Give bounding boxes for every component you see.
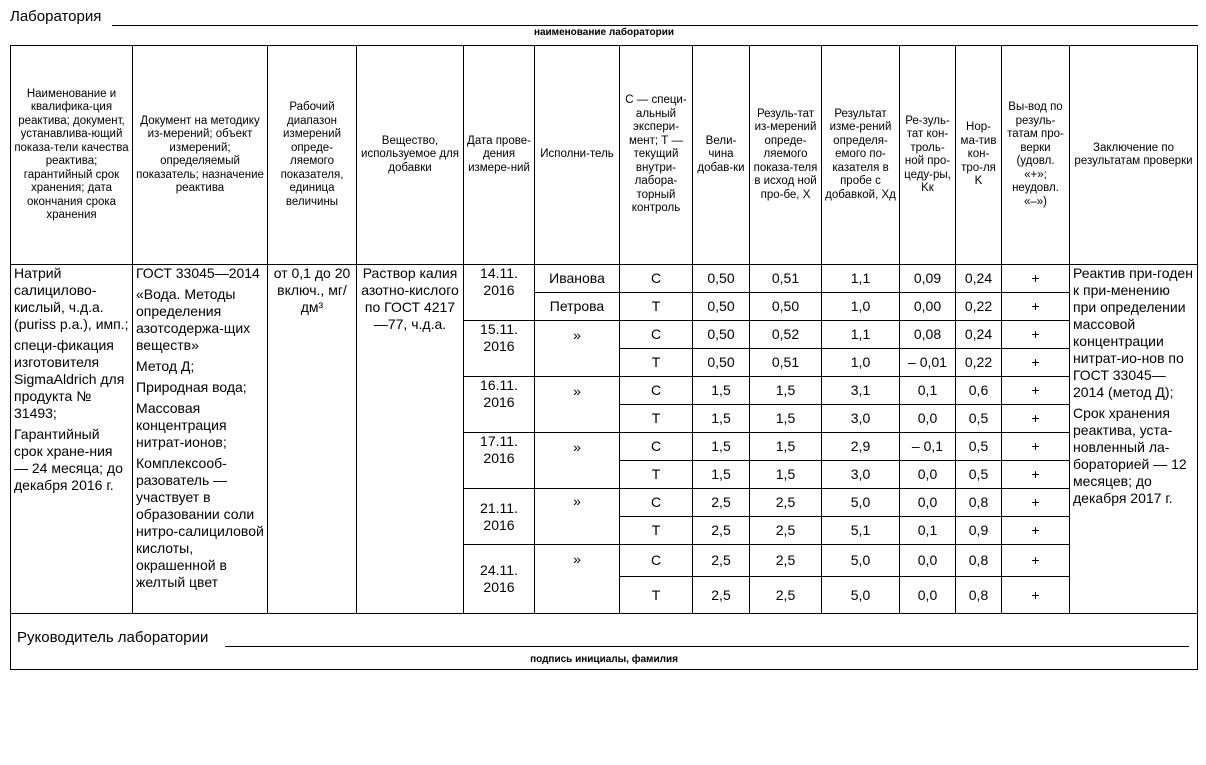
type-cell: Т <box>620 517 693 545</box>
result-x-cell: 2,5 <box>750 489 822 517</box>
result-xd-cell: 5,0 <box>822 577 900 614</box>
header-date: Дата прове-дения измере-ний <box>464 46 535 265</box>
date-cell: 14.11. 2016 <box>464 265 535 321</box>
result-x-cell: 1,5 <box>750 461 822 489</box>
verdict-cell: + <box>1002 577 1070 614</box>
date-cell: 16.11. 2016 <box>464 377 535 433</box>
result-xd-cell: 2,9 <box>822 433 900 461</box>
result-kk-cell: 0,09 <box>900 265 956 293</box>
conclusion-cell <box>1070 265 1198 614</box>
result-xd-cell: 3,0 <box>822 405 900 433</box>
result-xd-cell: 1,1 <box>822 265 900 293</box>
result-xd-cell: 5,0 <box>822 489 900 517</box>
result-kk-cell: 0,08 <box>900 321 956 349</box>
norm-k-cell: 0,5 <box>956 405 1002 433</box>
type-cell: С <box>620 433 693 461</box>
norm-k-cell: 0,22 <box>956 349 1002 377</box>
result-x-cell: 0,50 <box>750 293 822 321</box>
head-of-laboratory-label: Руководитель лаборатории <box>17 629 209 646</box>
method-variant: Метод Д; <box>136 358 195 374</box>
header-type: С — специ-альный экспери-мент; Т — текущий внутри-лабора-торный контроль <box>620 46 693 265</box>
executor-cell: » <box>535 433 620 489</box>
type-cell: Т <box>620 577 693 614</box>
header-verdict: Вы-вод по резуль-татам про-верки (удовл. «+»; неудовл. «–») <box>1002 46 1070 265</box>
verdict-cell: + <box>1002 265 1070 293</box>
type-cell: Т <box>620 293 693 321</box>
norm-k-cell: 0,8 <box>956 577 1002 614</box>
result-kk-cell: 0,1 <box>900 517 956 545</box>
header-addition: Вели-чина добав-ки <box>693 46 750 265</box>
header-norm-k: Нор-ма-тив кон-тро-ля K <box>956 46 1002 265</box>
verdict-cell: + <box>1002 461 1070 489</box>
method-standard: ГОСТ 33045—2014 <box>136 265 260 281</box>
norm-k-cell: 0,8 <box>956 489 1002 517</box>
date-cell: 21.11. 2016 <box>464 489 535 545</box>
verdict-cell: + <box>1002 321 1070 349</box>
laboratory-label: Лаборатория <box>10 8 102 25</box>
substance-cell: Раствор калия азотно-кислого по ГОСТ 4217—77, ч.д.а. <box>357 265 464 614</box>
result-kk-cell: 0,0 <box>900 489 956 517</box>
executor-cell: » <box>535 377 620 433</box>
verdict-cell: + <box>1002 377 1070 405</box>
header-executor: Исполни-тель <box>535 46 620 265</box>
result-x-cell: 1,5 <box>750 433 822 461</box>
result-x-cell: 1,5 <box>750 405 822 433</box>
signature-caption: подпись инициалы, фамилия <box>530 654 678 665</box>
header-reagent: Наименование и квалифика-ция реактива; документ, устанавлива-ющий показа-тели качества реактива; гарантийный срок хранения; дата окончания срока хранения <box>11 46 133 265</box>
norm-k-cell: 0,9 <box>956 517 1002 545</box>
result-xd-cell: 1,1 <box>822 321 900 349</box>
norm-k-cell: 0,6 <box>956 377 1002 405</box>
norm-k-cell: 0,5 <box>956 461 1002 489</box>
laboratory-caption: наименование лаборатории <box>533 27 675 38</box>
type-cell: С <box>620 489 693 517</box>
result-xd-cell: 5,0 <box>822 545 900 577</box>
result-x-cell: 1,5 <box>750 377 822 405</box>
result-x-cell: 2,5 <box>750 545 822 577</box>
executor-cell: Петрова <box>535 293 620 321</box>
date-cell: 15.11. 2016 <box>464 321 535 377</box>
verification-table <box>10 45 1198 670</box>
method-cell <box>133 265 268 614</box>
header-conclusion: Заключение по результатам проверки <box>1070 46 1198 265</box>
addition-cell: 1,5 <box>693 377 750 405</box>
addition-cell: 2,5 <box>693 545 750 577</box>
signature-line <box>225 646 1189 647</box>
addition-cell: 0,50 <box>693 265 750 293</box>
conclusion-suitability: Реактив при-годен к при-менению при определении массовой концентрации нитрат-ио-нов по ГОСТ 33045—2014 (метод Д); <box>1073 265 1193 400</box>
executor-cell: » <box>535 489 620 545</box>
reagent-cell <box>11 265 133 614</box>
verdict-cell: + <box>1002 405 1070 433</box>
result-x-cell: 2,5 <box>750 517 822 545</box>
type-cell: Т <box>620 349 693 377</box>
type-cell: С <box>620 545 693 577</box>
header-range: Рабочий диапазон измерений опреде-ляемого показателя, единица величины <box>268 46 357 265</box>
addition-cell: 2,5 <box>693 489 750 517</box>
verdict-cell: + <box>1002 545 1070 577</box>
verdict-cell: + <box>1002 489 1070 517</box>
executor-cell: Иванова <box>535 265 620 293</box>
header-row <box>11 46 1198 265</box>
range-cell: от 0,1 до 20 включ., мг/дм³ <box>268 265 357 614</box>
addition-cell: 0,50 <box>693 349 750 377</box>
verdict-cell: + <box>1002 349 1070 377</box>
result-xd-cell: 1,0 <box>822 293 900 321</box>
type-cell: С <box>620 321 693 349</box>
result-x-cell: 0,51 <box>750 265 822 293</box>
reagent-name: Натрий салицилово-кислый, ч.д.а. (puriss p.a.), имп.; <box>14 265 129 332</box>
result-xd-cell: 3,0 <box>822 461 900 489</box>
addition-cell: 2,5 <box>693 517 750 545</box>
result-kk-cell: 0,0 <box>900 577 956 614</box>
addition-cell: 0,50 <box>693 321 750 349</box>
result-kk-cell: 0,00 <box>900 293 956 321</box>
method-title: «Вода. Методы определения азотсодержа-щих веществ» <box>136 286 251 353</box>
laboratory-underline <box>112 25 1198 26</box>
result-x-cell: 2,5 <box>750 577 822 614</box>
norm-k-cell: 0,8 <box>956 545 1002 577</box>
result-xd-cell: 3,1 <box>822 377 900 405</box>
method-object: Природная вода; <box>136 379 247 395</box>
header-result-x: Резуль-тат из-мерений опреде-ляемого показа-теля в исход ной про-бе, X <box>750 46 822 265</box>
result-kk-cell: – 0,01 <box>900 349 956 377</box>
addition-cell: 0,50 <box>693 293 750 321</box>
header-result-kk: Ре-зуль-тат кон-троль-ной про-цеду-ры, Kк <box>900 46 956 265</box>
result-x-cell: 0,51 <box>750 349 822 377</box>
result-kk-cell: 0,0 <box>900 545 956 577</box>
addition-cell: 2,5 <box>693 577 750 614</box>
result-kk-cell: 0,1 <box>900 377 956 405</box>
table-row <box>11 265 1198 293</box>
verdict-cell: + <box>1002 517 1070 545</box>
reagent-spec: специ-фикация изготовителя SigmaAldrich для продукта № 31493; <box>14 337 125 421</box>
addition-cell: 1,5 <box>693 433 750 461</box>
header-result-xd: Результат изме-рений определя-емого по-казателя в пробе с добавкой, Xд <box>822 46 900 265</box>
norm-k-cell: 0,5 <box>956 433 1002 461</box>
header-method: Документ на методику из-мерений; объект измерений; определяемый показатель; назначение реактива <box>133 46 268 265</box>
executor-cell: » <box>535 321 620 377</box>
method-indicator: Массовая концентрация нитрат-ионов; <box>136 400 227 450</box>
addition-cell: 1,5 <box>693 405 750 433</box>
executor-cell: » <box>535 545 620 614</box>
result-x-cell: 0,52 <box>750 321 822 349</box>
result-xd-cell: 1,0 <box>822 349 900 377</box>
addition-cell: 1,5 <box>693 461 750 489</box>
date-cell: 24.11. 2016 <box>464 545 535 614</box>
header-substance: Вещество, используемое для добавки <box>357 46 464 265</box>
verdict-cell: + <box>1002 293 1070 321</box>
method-purpose: Комплексооб-разователь — участвует в образовании соли нитро-салициловой кислоты, окрашенной в желтый цвет <box>136 455 264 590</box>
type-cell: Т <box>620 405 693 433</box>
result-xd-cell: 5,1 <box>822 517 900 545</box>
norm-k-cell: 0,22 <box>956 293 1002 321</box>
type-cell: С <box>620 265 693 293</box>
verdict-cell: + <box>1002 433 1070 461</box>
result-kk-cell: 0,0 <box>900 461 956 489</box>
result-kk-cell: 0,0 <box>900 405 956 433</box>
norm-k-cell: 0,24 <box>956 321 1002 349</box>
norm-k-cell: 0,24 <box>956 265 1002 293</box>
footer-cell <box>11 614 1198 670</box>
laboratory-line <box>10 8 1198 38</box>
result-kk-cell: – 0,1 <box>900 433 956 461</box>
reagent-shelf-life: Гарантийный срок хране-ния — 24 месяца; до декабря 2016 г. <box>14 426 123 493</box>
type-cell: С <box>620 377 693 405</box>
conclusion-shelf-life: Срок хранения реактива, уста-новленный ла-бораторией — 12 месяцев; до декабря 2017 г. <box>1073 405 1187 506</box>
footer-row <box>11 614 1198 670</box>
date-cell: 17.11. 2016 <box>464 433 535 489</box>
type-cell: Т <box>620 461 693 489</box>
